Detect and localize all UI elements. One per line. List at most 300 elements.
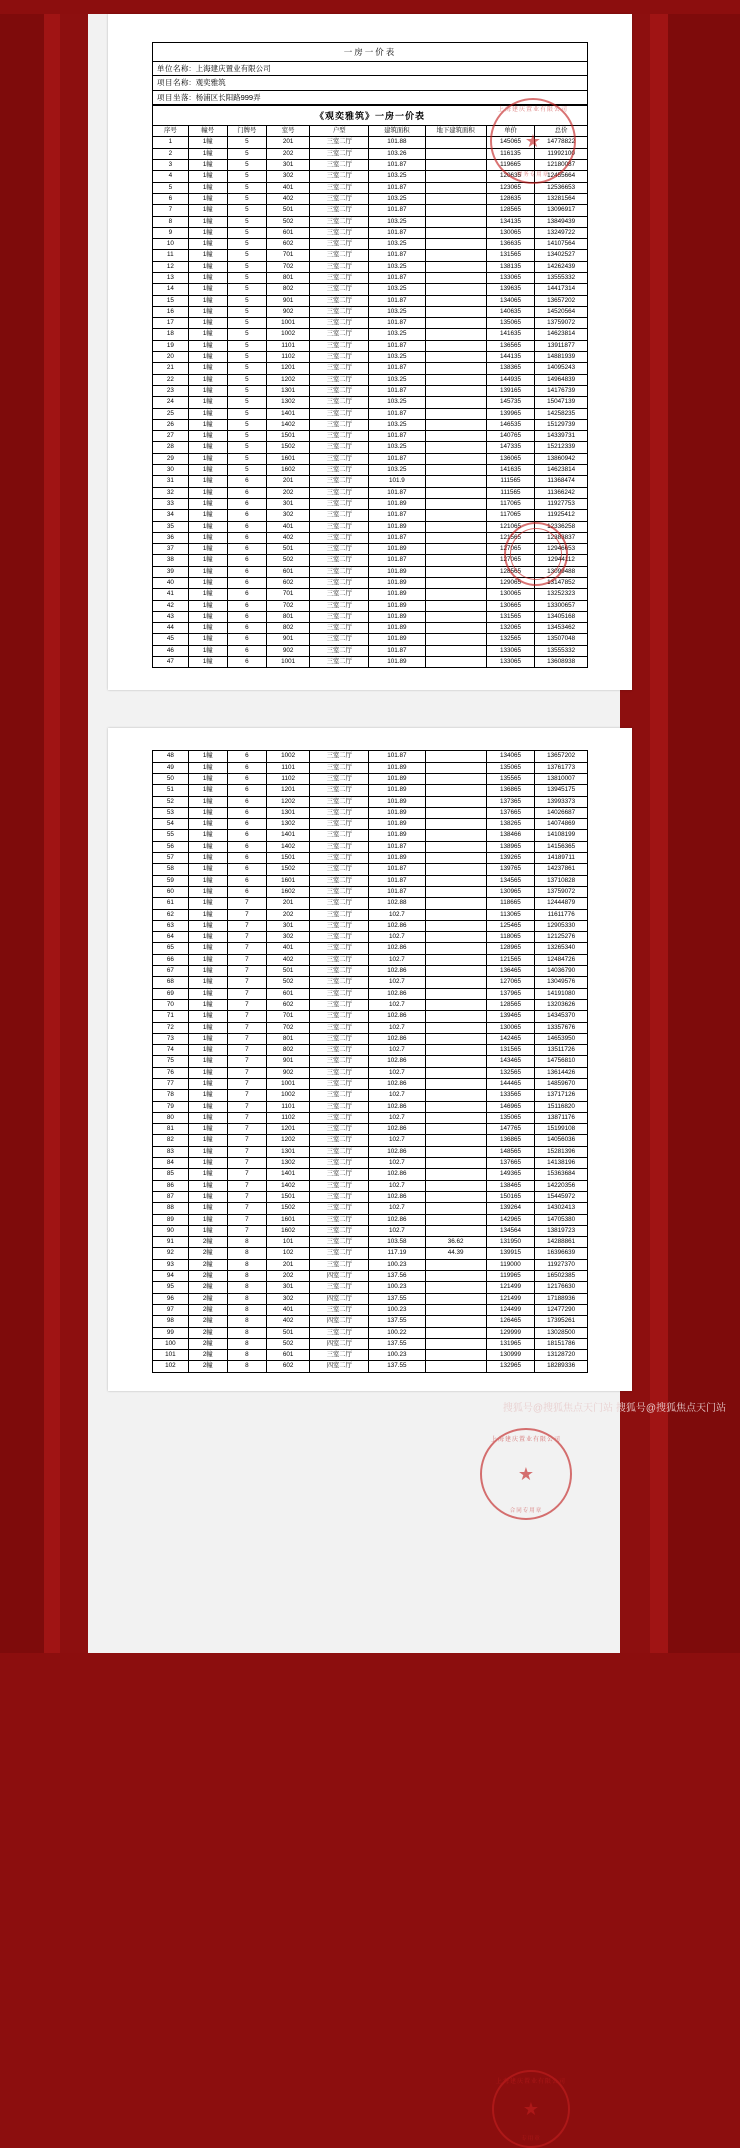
info-row-project — [153, 76, 587, 90]
cell-r7-c6 — [425, 830, 486, 841]
cell-r51-c2: 8 — [227, 1327, 266, 1338]
table-row — [153, 1045, 588, 1056]
cell-r27-c2: 5 — [227, 442, 266, 453]
cell-r2-c6 — [425, 160, 486, 171]
cell-r31-c4: 三室二厅 — [310, 487, 369, 498]
cell-r5-c5: 103.25 — [369, 193, 426, 204]
cell-r26-c1: 1幢 — [188, 431, 227, 442]
cell-r24-c1: 1幢 — [188, 1022, 227, 1033]
cell-r16-c3: 1001 — [266, 318, 310, 329]
cell-r29-c7: 144465 — [486, 1078, 535, 1089]
table-row — [153, 1248, 588, 1259]
cell-r11-c5: 103.25 — [369, 261, 426, 272]
cell-r44-c8: 16396639 — [535, 1248, 588, 1259]
cell-r2-c6 — [425, 773, 486, 784]
cell-r44-c7: 132565 — [486, 634, 535, 645]
cell-r9-c7: 136635 — [486, 239, 535, 250]
cell-r23-c6 — [425, 1011, 486, 1022]
cell-r41-c7: 130665 — [486, 600, 535, 611]
cell-r7-c8: 14108199 — [535, 830, 588, 841]
cell-r28-c8: 13614426 — [535, 1067, 588, 1078]
cell-r47-c6 — [425, 1282, 486, 1293]
cell-r36-c8: 12946653 — [535, 544, 588, 555]
seal-company-4-icon — [492, 2070, 570, 2148]
cell-r31-c2: 6 — [227, 487, 266, 498]
cell-r31-c5: 101.87 — [369, 487, 426, 498]
cell-r11-c5: 101.87 — [369, 875, 426, 886]
cell-r33-c2: 6 — [227, 510, 266, 521]
cell-r44-c5: 101.89 — [369, 634, 426, 645]
cell-r25-c3: 1402 — [266, 419, 310, 430]
cell-r19-c1: 1幢 — [188, 352, 227, 363]
cell-r20-c5: 101.87 — [369, 363, 426, 374]
cell-r39-c4: 三室二厅 — [310, 1191, 369, 1202]
cell-r46-c4: 三室二厅 — [310, 657, 369, 668]
cell-r36-c1: 1幢 — [188, 544, 227, 555]
cell-r3-c7: 136865 — [486, 785, 535, 796]
cell-r6-c6 — [425, 819, 486, 830]
table-row — [153, 318, 588, 329]
cell-r31-c8: 15116820 — [535, 1101, 588, 1112]
cell-r41-c3: 1601 — [266, 1214, 310, 1225]
cell-r14-c7: 134065 — [486, 295, 535, 306]
cell-r24-c8: 13357676 — [535, 1022, 588, 1033]
seal-arc-bottom-text: 财务专用章 — [516, 172, 550, 178]
cell-r29-c5: 103.25 — [369, 465, 426, 476]
cell-r5-c1: 1幢 — [188, 193, 227, 204]
cell-r27-c3: 1502 — [266, 442, 310, 453]
cell-r34-c1: 1幢 — [188, 1135, 227, 1146]
cell-r29-c4: 三室二厅 — [310, 465, 369, 476]
cell-r42-c4: 三室二厅 — [310, 1225, 369, 1236]
cell-r36-c3: 1302 — [266, 1158, 310, 1169]
cell-r45-c6 — [425, 1259, 486, 1270]
cell-r44-c5: 117.19 — [369, 1248, 426, 1259]
cell-r41-c6 — [425, 1214, 486, 1225]
cell-r25-c0: 26 — [153, 419, 189, 430]
cell-r3-c6 — [425, 171, 486, 182]
cell-r5-c8: 13281564 — [535, 193, 588, 204]
cell-r34-c1: 1幢 — [188, 521, 227, 532]
cell-r24-c6 — [425, 1022, 486, 1033]
table-row — [153, 796, 588, 807]
cell-r23-c1: 1幢 — [188, 1011, 227, 1022]
cell-r28-c0: 76 — [153, 1067, 189, 1078]
cell-r16-c0: 64 — [153, 932, 189, 943]
cell-r42-c7: 131565 — [486, 611, 535, 622]
cell-r33-c5: 102.86 — [369, 1124, 426, 1135]
cell-r31-c7: 146965 — [486, 1101, 535, 1112]
cell-r23-c3: 701 — [266, 1011, 310, 1022]
cell-r31-c6 — [425, 487, 486, 498]
cell-r10-c1: 1幢 — [188, 864, 227, 875]
cell-r11-c2: 6 — [227, 875, 266, 886]
cell-r51-c4: 三室二厅 — [310, 1327, 369, 1338]
cell-r52-c1: 2幢 — [188, 1338, 227, 1349]
cell-r44-c7: 139915 — [486, 1248, 535, 1259]
cell-r10-c8: 14237861 — [535, 864, 588, 875]
cell-r26-c8: 14339731 — [535, 431, 588, 442]
cell-r18-c0: 19 — [153, 340, 189, 351]
cell-r36-c2: 7 — [227, 1158, 266, 1169]
table-row — [153, 864, 588, 875]
cell-r36-c4: 三室二厅 — [310, 544, 369, 555]
cell-r46-c8: 16502385 — [535, 1271, 588, 1282]
cell-r34-c8: 14056036 — [535, 1135, 588, 1146]
cell-r24-c4: 三室二厅 — [310, 408, 369, 419]
cell-r50-c3: 402 — [266, 1316, 310, 1327]
cell-r37-c5: 102.86 — [369, 1169, 426, 1180]
cell-r11-c7: 138135 — [486, 261, 535, 272]
cell-r51-c1: 2幢 — [188, 1327, 227, 1338]
cell-r28-c8: 13860942 — [535, 453, 588, 464]
cell-r47-c3: 301 — [266, 1282, 310, 1293]
cell-r34-c5: 102.7 — [369, 1135, 426, 1146]
cell-r39-c4: 三室二厅 — [310, 578, 369, 589]
cell-r12-c6 — [425, 272, 486, 283]
cell-r8-c3: 601 — [266, 227, 310, 238]
table-row — [153, 1225, 588, 1236]
info-value-project: 观奕雅筑 — [195, 78, 226, 88]
cell-r49-c3: 401 — [266, 1304, 310, 1315]
cell-r31-c2: 7 — [227, 1101, 266, 1112]
cell-r26-c6 — [425, 431, 486, 442]
cell-r46-c5: 137.56 — [369, 1271, 426, 1282]
cell-r30-c8: 13717126 — [535, 1090, 588, 1101]
col-header-2: 门牌号 — [227, 126, 266, 137]
col-header-0: 序号 — [153, 126, 189, 137]
cell-r17-c2: 5 — [227, 329, 266, 340]
cell-r27-c7: 147335 — [486, 442, 535, 453]
cell-r53-c1: 2幢 — [188, 1350, 227, 1361]
cell-r18-c2: 5 — [227, 340, 266, 351]
cell-r10-c5: 101.87 — [369, 864, 426, 875]
cell-r43-c3: 802 — [266, 623, 310, 634]
cell-r12-c3: 1602 — [266, 886, 310, 897]
cell-r13-c8: 14417314 — [535, 284, 588, 295]
table-row — [153, 1112, 588, 1123]
cell-r22-c0: 23 — [153, 385, 189, 396]
cell-r31-c4: 三室二厅 — [310, 1101, 369, 1112]
info-row-company — [153, 62, 587, 76]
cell-r46-c7: 119965 — [486, 1271, 535, 1282]
cell-r11-c0: 59 — [153, 875, 189, 886]
cell-r25-c7: 142465 — [486, 1033, 535, 1044]
cell-r28-c5: 101.87 — [369, 453, 426, 464]
cell-r46-c4: 四室二厅 — [310, 1271, 369, 1282]
cell-r41-c2: 6 — [227, 600, 266, 611]
cell-r3-c5: 101.89 — [369, 785, 426, 796]
cell-r6-c0: 54 — [153, 819, 189, 830]
cell-r52-c4: 四室二厅 — [310, 1338, 369, 1349]
cell-r29-c2: 5 — [227, 465, 266, 476]
cell-r13-c7: 139635 — [486, 284, 535, 295]
cell-r53-c0: 101 — [153, 1350, 189, 1361]
cell-r34-c7: 121065 — [486, 521, 535, 532]
cell-r47-c0: 95 — [153, 1282, 189, 1293]
cell-r19-c7: 136465 — [486, 966, 535, 977]
cell-r30-c1: 1幢 — [188, 476, 227, 487]
document-header-title: 一房一价表 — [153, 43, 587, 62]
table-row — [153, 785, 588, 796]
cell-r15-c4: 三室二厅 — [310, 920, 369, 931]
cell-r51-c6 — [425, 1327, 486, 1338]
cell-r20-c6 — [425, 977, 486, 988]
cell-r4-c5: 101.89 — [369, 796, 426, 807]
cell-r13-c8: 12444879 — [535, 898, 588, 909]
cell-r5-c6 — [425, 807, 486, 818]
cell-r28-c4: 三室二厅 — [310, 453, 369, 464]
cell-r54-c8: 18289336 — [535, 1361, 588, 1372]
cell-r27-c1: 1幢 — [188, 1056, 227, 1067]
cell-r44-c0: 92 — [153, 1248, 189, 1259]
cell-r2-c0: 50 — [153, 773, 189, 784]
cell-r25-c5: 103.25 — [369, 419, 426, 430]
cell-r22-c1: 1幢 — [188, 999, 227, 1010]
cell-r34-c6 — [425, 521, 486, 532]
table-row — [153, 1135, 588, 1146]
cell-r6-c2: 5 — [227, 205, 266, 216]
cell-r25-c7: 146535 — [486, 419, 535, 430]
cell-r36-c6 — [425, 544, 486, 555]
cell-r9-c5: 101.89 — [369, 853, 426, 864]
cell-r17-c4: 三室二厅 — [310, 943, 369, 954]
cell-r8-c5: 101.87 — [369, 841, 426, 852]
cell-r14-c0: 62 — [153, 909, 189, 920]
cell-r40-c8: 14302413 — [535, 1203, 588, 1214]
cell-r2-c4: 三室二厅 — [310, 773, 369, 784]
cell-r4-c4: 三室二厅 — [310, 796, 369, 807]
cell-r8-c1: 1幢 — [188, 841, 227, 852]
cell-r14-c1: 1幢 — [188, 295, 227, 306]
cell-r15-c6 — [425, 306, 486, 317]
cell-r52-c8: 18151786 — [535, 1338, 588, 1349]
cell-r23-c8: 14345370 — [535, 1011, 588, 1022]
table-row — [153, 1146, 588, 1157]
cell-r16-c6 — [425, 932, 486, 943]
cell-r11-c7: 134565 — [486, 875, 535, 886]
cell-r23-c2: 7 — [227, 1011, 266, 1022]
cell-r24-c4: 三室二厅 — [310, 1022, 369, 1033]
cell-r40-c4: 三室二厅 — [310, 1203, 369, 1214]
cell-r34-c5: 101.89 — [369, 521, 426, 532]
cell-r19-c8: 14036790 — [535, 966, 588, 977]
cell-r30-c1: 1幢 — [188, 1090, 227, 1101]
table-row — [153, 487, 588, 498]
cell-r14-c3: 901 — [266, 295, 310, 306]
cell-r30-c5: 101.9 — [369, 476, 426, 487]
price-table-page-1 — [152, 125, 588, 668]
cell-r2-c0: 3 — [153, 160, 189, 171]
cell-r47-c1: 2幢 — [188, 1282, 227, 1293]
cell-r9-c6 — [425, 239, 486, 250]
cell-r11-c3: 702 — [266, 261, 310, 272]
cell-r31-c1: 1幢 — [188, 487, 227, 498]
cell-r22-c7: 139165 — [486, 385, 535, 396]
cell-r41-c4: 三室二厅 — [310, 1214, 369, 1225]
cell-r45-c2: 8 — [227, 1259, 266, 1270]
cell-r19-c4: 三室二厅 — [310, 966, 369, 977]
cell-r13-c6 — [425, 284, 486, 295]
cell-r39-c8: 15445972 — [535, 1191, 588, 1202]
cell-r16-c7: 135065 — [486, 318, 535, 329]
cell-r0-c1: 1幢 — [188, 137, 227, 148]
table-row — [153, 385, 588, 396]
cell-r44-c2: 8 — [227, 1248, 266, 1259]
cell-r0-c2: 5 — [227, 137, 266, 148]
cell-r26-c7: 131565 — [486, 1045, 535, 1056]
cell-r8-c4: 三室二厅 — [310, 841, 369, 852]
cell-r29-c0: 77 — [153, 1078, 189, 1089]
cell-r24-c7: 130065 — [486, 1022, 535, 1033]
cell-r10-c6 — [425, 864, 486, 875]
cell-r24-c3: 702 — [266, 1022, 310, 1033]
cell-r23-c0: 24 — [153, 397, 189, 408]
cell-r3-c2: 5 — [227, 171, 266, 182]
cell-r36-c5: 101.89 — [369, 544, 426, 555]
cell-r39-c3: 602 — [266, 578, 310, 589]
cell-r20-c6 — [425, 363, 486, 374]
cell-r39-c5: 101.89 — [369, 578, 426, 589]
table-row — [153, 751, 588, 762]
cell-r23-c7: 139465 — [486, 1011, 535, 1022]
cell-r17-c0: 18 — [153, 329, 189, 340]
cell-r46-c6 — [425, 1271, 486, 1282]
cell-r38-c1: 1幢 — [188, 1180, 227, 1191]
cell-r48-c0: 96 — [153, 1293, 189, 1304]
cell-r53-c3: 601 — [266, 1350, 310, 1361]
col-header-4: 户型 — [310, 126, 369, 137]
cell-r32-c0: 80 — [153, 1112, 189, 1123]
table-row — [153, 773, 588, 784]
table-row — [153, 988, 588, 999]
table-row — [153, 819, 588, 830]
cell-r14-c2: 5 — [227, 295, 266, 306]
cell-r2-c5: 101.89 — [369, 773, 426, 784]
cell-r27-c6 — [425, 442, 486, 453]
cell-r7-c4: 三室二厅 — [310, 216, 369, 227]
cell-r13-c4: 三室二厅 — [310, 284, 369, 295]
cell-r6-c7: 128565 — [486, 205, 535, 216]
cell-r39-c5: 102.86 — [369, 1191, 426, 1202]
cell-r25-c4: 三室二厅 — [310, 1033, 369, 1044]
cell-r12-c5: 101.87 — [369, 272, 426, 283]
cell-r21-c4: 三室二厅 — [310, 988, 369, 999]
cell-r33-c2: 7 — [227, 1124, 266, 1135]
cell-r30-c3: 1002 — [266, 1090, 310, 1101]
cell-r0-c1: 1幢 — [188, 751, 227, 762]
cell-r54-c3: 602 — [266, 1361, 310, 1372]
cell-r35-c6 — [425, 1146, 486, 1157]
cell-r4-c5: 101.87 — [369, 182, 426, 193]
cell-r20-c8: 13049576 — [535, 977, 588, 988]
cell-r2-c5: 101.87 — [369, 160, 426, 171]
cell-r31-c6 — [425, 1101, 486, 1112]
cell-r26-c0: 27 — [153, 431, 189, 442]
cell-r5-c7: 128635 — [486, 193, 535, 204]
cell-r13-c2: 5 — [227, 284, 266, 295]
cell-r0-c6 — [425, 751, 486, 762]
col-header-8: 总价 — [535, 126, 588, 137]
cell-r1-c2: 5 — [227, 148, 266, 159]
cell-r33-c7: 117065 — [486, 510, 535, 521]
cell-r43-c8: 13453462 — [535, 623, 588, 634]
cell-r12-c4: 三室二厅 — [310, 886, 369, 897]
cell-r7-c1: 1幢 — [188, 830, 227, 841]
cell-r0-c3: 201 — [266, 137, 310, 148]
cell-r28-c0: 29 — [153, 453, 189, 464]
cell-r5-c7: 137665 — [486, 807, 535, 818]
cell-r40-c7: 139264 — [486, 1203, 535, 1214]
table-row — [153, 1090, 588, 1101]
cell-r23-c0: 71 — [153, 1011, 189, 1022]
cell-r51-c8: 13028500 — [535, 1327, 588, 1338]
cell-r9-c6 — [425, 853, 486, 864]
cell-r37-c7: 127065 — [486, 555, 535, 566]
cell-r24-c3: 1401 — [266, 408, 310, 419]
table-row — [153, 1203, 588, 1214]
cell-r12-c1: 1幢 — [188, 886, 227, 897]
table-row — [153, 227, 588, 238]
cell-r0-c3: 1002 — [266, 751, 310, 762]
cell-r53-c4: 三室二厅 — [310, 1350, 369, 1361]
cell-r42-c6 — [425, 611, 486, 622]
table-row — [153, 261, 588, 272]
cell-r37-c4: 三室二厅 — [310, 555, 369, 566]
cell-r23-c5: 103.25 — [369, 397, 426, 408]
document-background — [0, 14, 740, 2143]
cell-r50-c5: 137.55 — [369, 1316, 426, 1327]
cell-r12-c0: 60 — [153, 886, 189, 897]
cell-r29-c4: 三室二厅 — [310, 1078, 369, 1089]
cell-r23-c4: 三室二厅 — [310, 397, 369, 408]
cell-r47-c2: 8 — [227, 1282, 266, 1293]
cell-r30-c7: 133565 — [486, 1090, 535, 1101]
cell-r20-c5: 102.7 — [369, 977, 426, 988]
cell-r30-c6 — [425, 1090, 486, 1101]
table-row — [153, 1214, 588, 1225]
col-header-6: 地下建筑面积 — [425, 126, 486, 137]
cell-r12-c2: 5 — [227, 272, 266, 283]
cell-r4-c0: 52 — [153, 796, 189, 807]
cell-r28-c2: 7 — [227, 1067, 266, 1078]
table-row — [153, 578, 588, 589]
seal-company-2-icon — [480, 1428, 572, 1520]
cell-r46-c2: 8 — [227, 1271, 266, 1282]
cell-r8-c3: 1402 — [266, 841, 310, 852]
cell-r2-c2: 6 — [227, 773, 266, 784]
table-header-row — [153, 126, 588, 137]
cell-r3-c8: 13945175 — [535, 785, 588, 796]
cell-r41-c8: 14705380 — [535, 1214, 588, 1225]
cell-r16-c5: 102.7 — [369, 932, 426, 943]
cell-r27-c0: 75 — [153, 1056, 189, 1067]
cell-r18-c5: 101.87 — [369, 340, 426, 351]
cell-r25-c4: 三室二厅 — [310, 419, 369, 430]
cell-r34-c7: 136865 — [486, 1135, 535, 1146]
cell-r52-c6 — [425, 1338, 486, 1349]
cell-r22-c4: 三室二厅 — [310, 385, 369, 396]
cell-r49-c0: 97 — [153, 1304, 189, 1315]
table-row — [153, 1022, 588, 1033]
cell-r37-c1: 1幢 — [188, 555, 227, 566]
cell-r41-c0: 42 — [153, 600, 189, 611]
cell-r44-c6 — [425, 634, 486, 645]
cell-r19-c1: 1幢 — [188, 966, 227, 977]
cell-r0-c4: 三室二厅 — [310, 137, 369, 148]
table-row — [153, 909, 588, 920]
cell-r44-c0: 45 — [153, 634, 189, 645]
